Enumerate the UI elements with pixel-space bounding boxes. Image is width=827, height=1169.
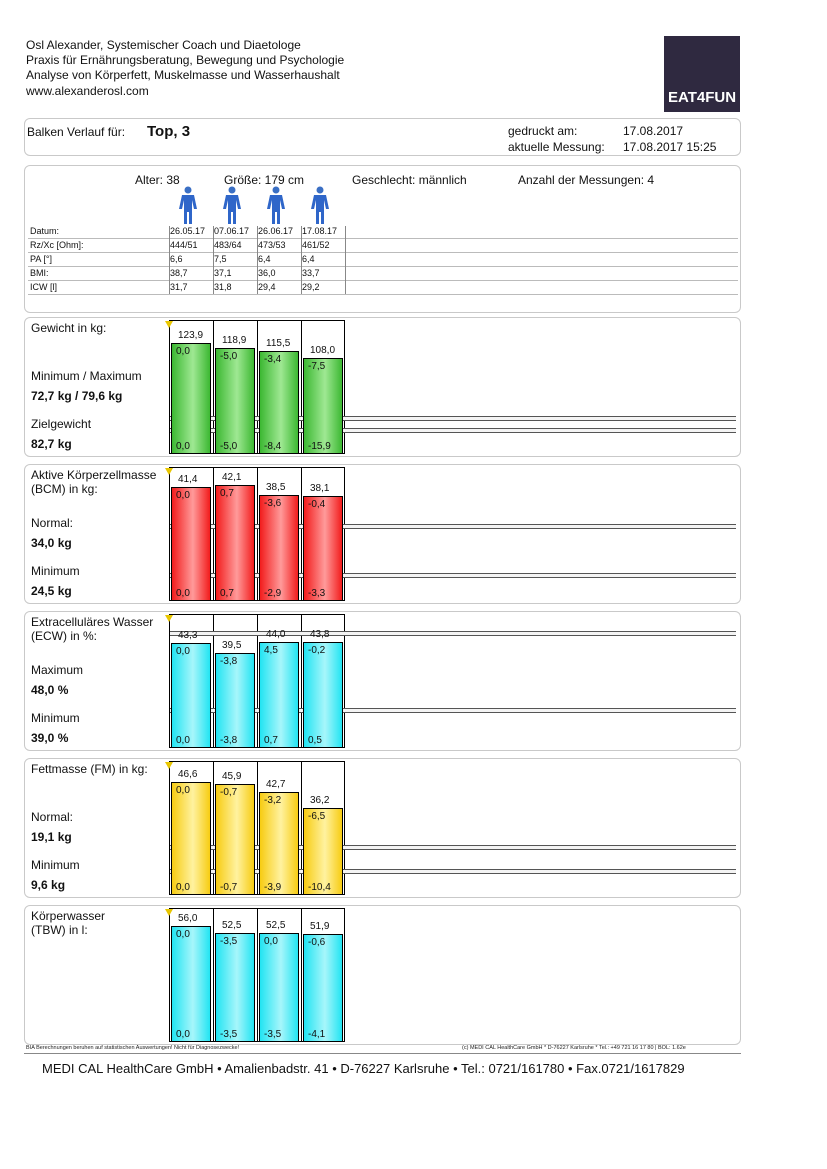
chart-column-divider	[301, 320, 302, 454]
chart-bar	[259, 495, 299, 601]
table-column-divider	[213, 226, 214, 294]
chart-panel	[24, 317, 741, 457]
measurement-cell: 31,8	[214, 282, 232, 292]
bar-diff-first-label: -5,0	[220, 441, 238, 452]
chart-column-divider	[213, 320, 214, 454]
chart-column-divider	[257, 908, 258, 1042]
disclaimer: BIA Berechnungen beruhen auf statistischen Auswertungen! Nicht für Diagnosezwecke!	[26, 1045, 240, 1051]
bar-diff-prev-label: -6,5	[308, 811, 326, 822]
bar-value-label: 38,1	[310, 483, 330, 494]
chart-title: Gewicht in kg:	[31, 321, 107, 335]
chart-bar	[171, 487, 211, 601]
measurement-row-label: BMI:	[30, 268, 49, 278]
chart-side-text: Minimum	[31, 858, 80, 872]
chart-bar	[259, 792, 299, 895]
chart-side-text: 72,7 kg / 79,6 kg	[31, 389, 123, 403]
bar-value-label: 43,8	[310, 629, 330, 640]
bar-diff-first-label: -3,5	[220, 1029, 238, 1040]
bar-diff-prev-label: -0,4	[308, 499, 326, 510]
patient-age: Alter: 38	[135, 173, 180, 187]
chart-column-divider	[301, 761, 302, 895]
bar-value-label: 41,4	[178, 474, 198, 485]
chart-title-unit: (BCM) in kg:	[31, 482, 98, 496]
bar-diff-prev-label: -7,5	[308, 361, 326, 372]
bar-diff-first-label: -3,3	[308, 588, 326, 599]
chart-side-text: 9,6 kg	[31, 878, 66, 892]
chart-column-divider	[213, 908, 214, 1042]
bar-diff-first-label: -3,8	[220, 735, 238, 746]
bar-value-label: 52,5	[266, 920, 286, 931]
bar-diff-first-label: -0,7	[220, 882, 238, 893]
bar-diff-prev-label: -3,6	[264, 498, 282, 509]
chart-bar	[259, 933, 299, 1042]
chart-title: Extracelluläres Wasser	[31, 615, 154, 629]
chart-bar	[215, 348, 255, 454]
measurement-cell: 33,7	[302, 268, 320, 278]
patient-height: Größe: 179 cm	[224, 173, 305, 187]
chart-bar	[215, 933, 255, 1042]
body-figure-icon	[306, 186, 334, 226]
measurement-row-label: Rz/Xc [Ohm]:	[30, 240, 84, 250]
bar-value-label: 38,5	[266, 482, 286, 493]
bar-diff-prev-label: 0,0	[176, 785, 190, 796]
measurement-row-label: PA [°]	[30, 254, 52, 264]
bar-value-label: 56,0	[178, 913, 198, 924]
measurement-count: Anzahl der Messungen: 4	[518, 173, 655, 187]
measurement-cell: 29,4	[258, 282, 276, 292]
bar-value-label: 51,9	[310, 921, 330, 932]
chart-column-divider	[213, 467, 214, 601]
chart-bar	[171, 343, 211, 454]
chart-panel	[24, 905, 741, 1045]
measurement-cell: 38,7	[170, 268, 188, 278]
measurement-cell: 7,5	[214, 254, 227, 264]
chart-side-text: Normal:	[31, 516, 74, 530]
table-column-divider	[301, 226, 302, 294]
bar-value-label: 108,0	[310, 345, 336, 356]
table-column-divider	[169, 226, 170, 294]
bar-diff-first-label: -3,9	[264, 882, 282, 893]
bar-diff-prev-label: -0,2	[308, 645, 326, 656]
chart-side-text: 82,7 kg	[31, 437, 72, 451]
chart-side-text: Minimum	[31, 564, 80, 578]
bar-value-label: 39,5	[222, 640, 242, 651]
reference-marker-icon	[165, 909, 173, 916]
bar-diff-prev-label: 4,5	[264, 645, 278, 656]
chart-title-unit: (TBW) in l:	[31, 923, 88, 937]
chart-bar	[171, 782, 211, 895]
chart-title: Fettmasse (FM) in kg:	[31, 762, 148, 776]
reference-marker-icon	[165, 468, 173, 475]
bar-value-label: 44,0	[266, 629, 286, 640]
bar-diff-prev-label: -3,5	[220, 936, 238, 947]
chart-bar	[215, 784, 255, 895]
current-measurement-date: 17.08.2017 15:25	[623, 140, 717, 154]
printed-label: gedruckt am:	[508, 124, 578, 138]
bar-diff-prev-label: 0,0	[176, 346, 190, 357]
bar-value-label: 42,1	[222, 472, 242, 483]
bar-value-label: 43,3	[178, 630, 198, 641]
measurement-cell: 36,0	[258, 268, 276, 278]
chart-bar	[215, 653, 255, 748]
chart-side-text: 34,0 kg	[31, 536, 72, 550]
bar-diff-first-label: -8,4	[264, 441, 282, 452]
chart-title-unit: (ECW) in %:	[31, 629, 97, 643]
bar-diff-first-label: 0,7	[220, 588, 234, 599]
logo-text: EAT4FUN	[667, 89, 737, 106]
body-figure-icon	[218, 186, 246, 226]
printed-date: 17.08.2017	[623, 124, 684, 138]
info-box	[24, 118, 741, 156]
body-figure-icon	[174, 186, 202, 226]
bar-value-label: 115,5	[266, 338, 291, 349]
measurement-cell: 444/51	[170, 240, 198, 250]
table-row-divider	[28, 294, 738, 295]
measurement-cell: 07.06.17	[214, 226, 250, 236]
bar-diff-prev-label: -0,7	[220, 787, 238, 798]
bar-diff-first-label: -4,1	[308, 1029, 326, 1040]
measurement-cell: 473/53	[258, 240, 286, 250]
practice-subtitle: Praxis für Ernährungsberatung, Bewegung und Psychologie	[26, 53, 345, 67]
measurement-row-label: Datum:	[30, 226, 60, 236]
chart-side-text: Zielgewicht	[31, 417, 92, 431]
chart-side-text: 19,1 kg	[31, 830, 72, 844]
chart-bar	[171, 926, 211, 1042]
bar-diff-prev-label: -3,4	[264, 354, 282, 365]
chart-side-text: Minimum / Maximum	[31, 369, 142, 383]
chart-bar	[259, 642, 299, 748]
chart-bar	[215, 485, 255, 601]
patient-sex: Geschlecht: männlich	[352, 173, 467, 187]
bar-history-label: Balken Verlauf für:	[27, 125, 126, 139]
bar-diff-first-label: -15,9	[308, 441, 331, 452]
chart-column-divider	[301, 908, 302, 1042]
measurement-cell: 26.05.17	[170, 226, 206, 236]
measurement-row-label: ICW [l]	[30, 282, 57, 292]
bar-value-label: 52,5	[222, 920, 242, 931]
bar-diff-prev-label: 0,0	[176, 646, 190, 657]
measurement-cell: 37,1	[214, 268, 232, 278]
footer-divider	[24, 1053, 741, 1054]
bar-diff-first-label: 0,0	[176, 588, 190, 599]
body-figure-icon	[262, 186, 290, 226]
company-address: MEDI CAL HealthCare GmbH • Amalienbadstr. 41 • D-76227 Karlsruhe • Tel.: 0721/161780 • Fax.0721/1617829	[42, 1061, 685, 1076]
bar-diff-prev-label: -0,6	[308, 937, 326, 948]
practice-analysis: Analyse von Körperfett, Muskelmasse und Wasserhaushalt	[26, 68, 340, 82]
bar-diff-prev-label: 0,0	[176, 490, 190, 501]
bar-diff-prev-label: 0,0	[176, 929, 190, 940]
bar-diff-prev-label: -3,8	[220, 656, 238, 667]
bar-value-label: 118,9	[222, 335, 247, 346]
chart-bar	[303, 642, 343, 748]
chart-bar	[303, 358, 343, 454]
reference-line	[170, 631, 736, 636]
chart-column-divider	[301, 467, 302, 601]
bar-diff-first-label: -3,5	[264, 1029, 282, 1040]
bar-value-label: 123,9	[178, 330, 204, 341]
bar-diff-first-label: -10,4	[308, 882, 331, 893]
chart-side-text: 48,0 %	[31, 683, 69, 697]
reference-marker-icon	[165, 615, 173, 622]
chart-side-text: Normal:	[31, 810, 74, 824]
current-measurement-label: aktuelle Messung:	[508, 140, 605, 154]
table-column-divider	[345, 226, 346, 294]
table-row-divider	[28, 280, 738, 281]
bar-diff-first-label: 0,5	[308, 735, 322, 746]
chart-side-text: 24,5 kg	[31, 584, 72, 598]
bar-diff-first-label: 0,0	[176, 735, 190, 746]
bar-diff-first-label: 0,0	[176, 441, 190, 452]
measurement-cell: 6,4	[258, 254, 271, 264]
chart-side-text: 39,0 %	[31, 731, 69, 745]
chart-side-text: Maximum	[31, 663, 84, 677]
chart-column-divider	[257, 761, 258, 895]
eat4fun-logo	[664, 36, 740, 112]
table-row-divider	[28, 266, 738, 267]
chart-column-divider	[213, 761, 214, 895]
chart-bar	[303, 496, 343, 601]
chart-bar	[259, 351, 299, 454]
bar-diff-first-label: 0,0	[176, 882, 190, 893]
reference-marker-icon	[165, 321, 173, 328]
bar-value-label: 36,2	[310, 795, 330, 806]
bar-diff-first-label: -2,9	[264, 588, 282, 599]
chart-side-text: Minimum	[31, 711, 80, 725]
measurement-cell: 6,4	[302, 254, 315, 264]
measurement-cell: 483/64	[214, 240, 242, 250]
measurement-cell: 461/52	[302, 240, 330, 250]
table-column-divider	[257, 226, 258, 294]
bar-value-label: 45,9	[222, 771, 242, 782]
measurement-cell: 17.08.17	[302, 226, 338, 236]
chart-panel	[24, 758, 741, 898]
measurement-cell: 6,6	[170, 254, 183, 264]
chart-title: Aktive Körperzellmasse	[31, 468, 157, 482]
chart-column-divider	[257, 467, 258, 601]
table-row-divider	[28, 252, 738, 253]
practice-name: Osl Alexander, Systemischer Coach und Diaetologe	[26, 38, 301, 52]
chart-column-divider	[257, 320, 258, 454]
table-row-divider	[28, 238, 738, 239]
measurement-cell: 31,7	[170, 282, 188, 292]
client-name: Top, 3	[147, 123, 191, 140]
bar-diff-first-label: 0,0	[176, 1029, 190, 1040]
copyright: (c) MEDI CAL HealthCare GmbH * D-76227 Karlsruhe * Tel.: +49 721 16 17 80 | BOL: 1.62e	[462, 1045, 686, 1051]
bar-value-label: 42,7	[266, 779, 286, 790]
chart-title: Körperwasser	[31, 909, 106, 923]
bar-diff-prev-label: 0,7	[220, 488, 234, 499]
reference-marker-icon	[165, 762, 173, 769]
patient-box	[24, 165, 741, 313]
chart-panel	[24, 464, 741, 604]
chart-bar	[171, 643, 211, 748]
practice-website[interactable]: www.alexanderosl.com	[26, 84, 149, 98]
bar-diff-prev-label: -3,2	[264, 795, 282, 806]
measurement-cell: 26.06.17	[258, 226, 294, 236]
chart-bar	[303, 934, 343, 1042]
bar-diff-prev-label: 0,0	[264, 936, 278, 947]
bar-diff-first-label: 0,7	[264, 735, 278, 746]
bar-value-label: 46,6	[178, 769, 198, 780]
measurement-cell: 29,2	[302, 282, 320, 292]
bar-diff-prev-label: -5,0	[220, 351, 238, 362]
